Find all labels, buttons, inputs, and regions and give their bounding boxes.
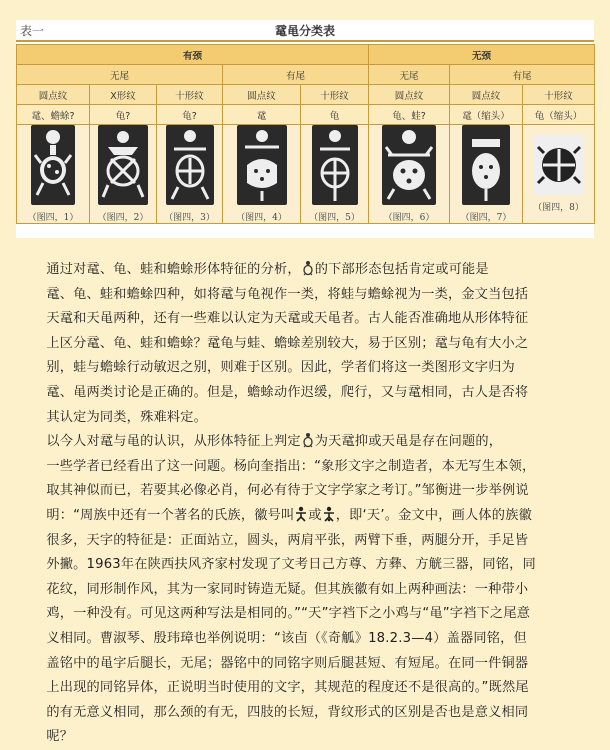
figure-label: （图四，7）	[460, 213, 512, 223]
text-line: 上区分鼋、龟、蛙和蟾蜍？鼋龟与蛙、蟾蜍差别较大，易于区别；鼋与龟有大小之	[46, 335, 529, 351]
text-line	[16, 258, 596, 283]
table-label: 表一	[20, 24, 45, 38]
figure-cell	[369, 125, 450, 224]
header-row-animal	[17, 105, 595, 125]
bronze-inscription-image	[462, 125, 510, 205]
header-animal-cell: 龟	[301, 105, 369, 125]
bronze-inscription-image	[534, 135, 584, 195]
text-line: 取其神似而已，若要其必像必肖，何必有待于文字学家之考订。”邹衡进一步举例说	[46, 483, 529, 499]
tian-clan-emblem-with-chick-icon	[323, 506, 335, 522]
header-pattern-cell: 十形纹	[301, 85, 369, 105]
header-pattern-cell: X形纹	[90, 85, 157, 105]
text-line: 上出现的同铭异体，正说明当时使用的文字，其规范的程度还不是很高的。”既然尾	[46, 680, 529, 696]
header-row-neck	[17, 45, 595, 65]
paragraph	[16, 430, 596, 750]
header-tail-cell: 有尾	[450, 65, 595, 85]
text-line: 别，蛙与蟾蜍行动敏迟之别，则难于区别。因此，学者们将这一类图形文字归为	[46, 360, 515, 376]
header-tail-cell: 有尾	[223, 65, 369, 85]
bronze-inscription-image	[237, 125, 287, 205]
header-pattern-cell: 圆点纹	[369, 85, 450, 105]
tian-clan-emblem-icon	[295, 506, 307, 522]
header-pattern-cell: 十形纹	[157, 85, 223, 105]
text-line: 呢？	[46, 729, 74, 745]
header-animal-cell: 鼋（缩头）	[450, 105, 523, 125]
paragraph	[16, 258, 596, 430]
inscription-glyph-icon	[302, 432, 314, 448]
figure-label: （图四，6）	[383, 213, 435, 223]
header-animal-cell: 龟、蛙?	[369, 105, 450, 125]
bronze-inscription-image	[98, 125, 148, 205]
text-segment: 通过对鼋、龟、蛙和蟾蜍形体特征的分析，	[46, 262, 301, 277]
text-line: 的有无意义相同，那么颈的有无，四肢的长短，背纹形式的区别是否也是意义相同	[46, 704, 529, 720]
figure-label: （图四，4）	[236, 213, 287, 223]
text-line: 鸡，一种没有。可见这两种写法是相同的。”“天”字裆下之小鸡与“黾”字裆下之尾意	[46, 606, 531, 622]
figure-cell	[301, 125, 369, 224]
classification-table	[16, 20, 594, 238]
header-pattern-cell: 圆点纹	[223, 85, 301, 105]
text-line: 天鼋和天黾两种，还有一些难以认定为天鼋或天黾者。古人能否准确地从形体特征	[46, 311, 529, 327]
text-line: 一些学者已经看出了这一问题。杨向奎指出：“象形文字之制造者，本无写生本领，	[46, 458, 536, 474]
figure-label: （图四，5）	[309, 213, 360, 223]
header-animal-cell: 龟?	[157, 105, 223, 125]
text-segment: 以今人对鼋与黾的认识，从形体特征上判定	[46, 434, 301, 450]
text-line: 花纹，同形制作风，其为一家同时铸造无疑。但其族徽有如上两种画法：一种带小	[46, 581, 529, 597]
text-line: 义相同。曹淑琴、殷玮璋也举例说明：“该卣（《奇觚》18.2.3—4）盖器同铭，但	[46, 630, 527, 646]
text-line: 很多，天字的特征是：正面站立，圆头，两肩平张，两臂下垂，两腿分开，手足皆	[46, 532, 529, 548]
header-animal-cell: 鼋	[223, 105, 301, 125]
text-line: 鼋、龟、蛙和蟾蜍四种，如将鼋与龟视作一类，将蛙与蟾蜍视为一类，金文当包括	[46, 286, 529, 302]
text-segment: 或	[308, 507, 322, 523]
header-has-neck: 有颈	[17, 45, 369, 65]
text-segment: 明：“周族中还有一个著名的氏族，徽号叫	[46, 507, 295, 523]
figure-cell	[90, 125, 157, 224]
header-tail-cell: 无尾	[369, 65, 450, 85]
text-segment: ，即‘天’。金文中，画人体的族徽	[335, 507, 532, 523]
header-tail-cell: 无尾	[17, 65, 223, 85]
header-no-neck: 无颈	[369, 45, 595, 65]
figure-cell	[223, 125, 301, 224]
text-line: 鼋、黾两类讨论是正确的。但是，蟾蜍动作迟缓，爬行，又与鼋相同，古人是否将	[46, 384, 529, 400]
figure-cell	[450, 125, 523, 224]
figure-label: （图四，8）	[533, 203, 584, 213]
table-caption	[16, 20, 594, 40]
text-line: 其认定为同类，殊难料定。	[46, 409, 208, 425]
figure-label: （图四，1）	[27, 213, 79, 223]
figure-cell	[157, 125, 223, 224]
text-segment: 为天鼋抑或天黾是存在问题的，	[314, 434, 503, 450]
header-animal-cell: 鼋、蟾蜍?	[17, 105, 90, 125]
article-body	[16, 258, 596, 750]
figure-cell	[17, 125, 90, 224]
figure-cell	[523, 125, 595, 224]
header-pattern-cell: 圆点纹	[450, 85, 523, 105]
header-row-tail	[17, 65, 595, 85]
figure-row	[17, 125, 595, 224]
text-segment: 的下部形态包括肯定或可能是	[314, 262, 489, 277]
figure-label: （图四，3）	[164, 213, 215, 223]
bronze-inscription-image	[166, 125, 214, 205]
bronze-inscription-image	[312, 125, 358, 205]
classification-grid	[16, 44, 595, 224]
text-line	[16, 430, 596, 455]
text-line: 盖铭中的黾字后腿长，无尾；器铭中的同铭字则后腿甚短、有短尾。在同一件铜器	[46, 655, 529, 671]
header-animal-cell: 龟?	[90, 105, 157, 125]
bronze-inscription-image	[31, 125, 75, 205]
table-top-rule	[16, 40, 594, 42]
text-line: 外撇。1963年在陕西扶风齐家村发现了文考日己方尊、方彝、方觥三器，同铭，同	[46, 557, 536, 573]
header-animal-cell: 龟（缩头）	[523, 105, 595, 125]
text-line	[16, 504, 596, 529]
header-pattern-cell: 圆点纹	[17, 85, 90, 105]
bronze-inscription-image	[382, 125, 436, 205]
figure-label: （图四，2）	[97, 213, 149, 223]
header-pattern-cell: 十形纹	[523, 85, 595, 105]
header-row-pattern	[17, 85, 595, 105]
table-title: 鼋黾分类表	[274, 24, 335, 38]
inscription-glyph-icon	[302, 260, 314, 276]
